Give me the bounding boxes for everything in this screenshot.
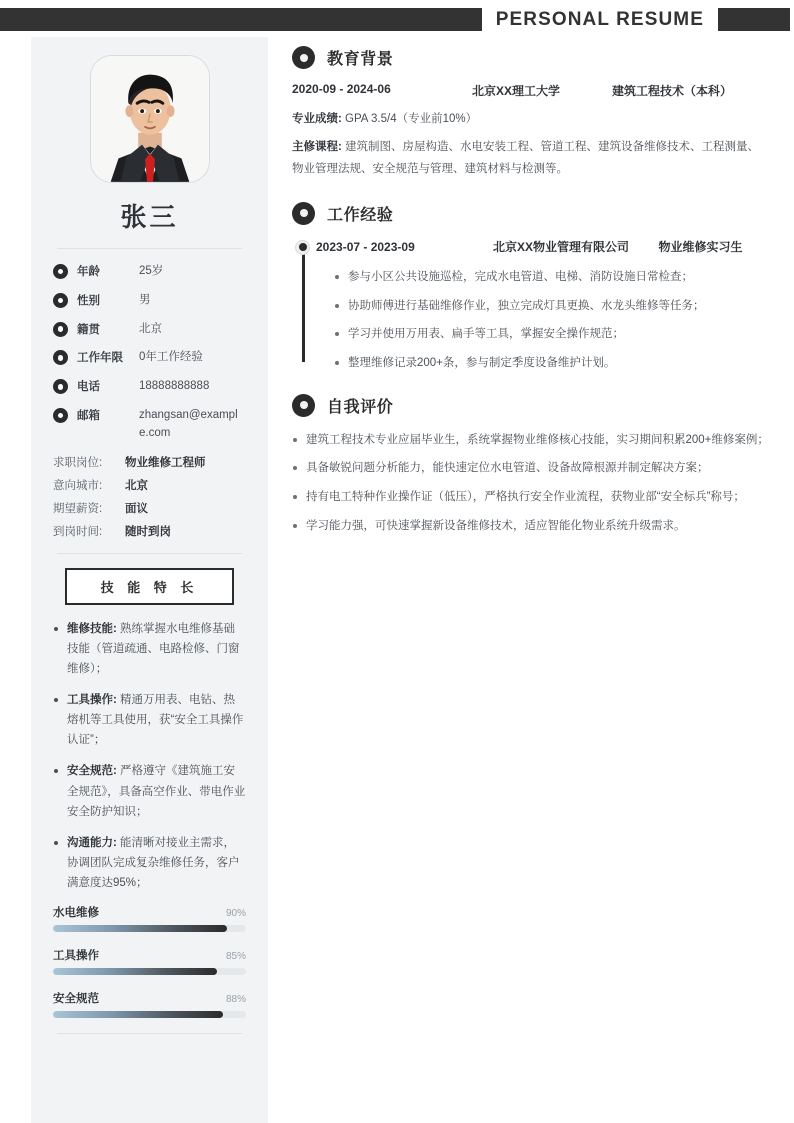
- skill-bar-label: 水电维修: [53, 907, 99, 920]
- education-courses-label: 主修课程:: [292, 141, 342, 154]
- timeline-dot-icon: [295, 240, 310, 255]
- intent-value: 物业维修工程师: [125, 456, 206, 469]
- info-label: 工作年限: [77, 352, 123, 365]
- header-bar-left: [0, 8, 482, 31]
- info-row: [53, 321, 246, 339]
- skill-bar-percent: 90%: [225, 908, 246, 920]
- divider: [57, 248, 242, 249]
- skill-bar-percent: 88%: [225, 994, 246, 1006]
- skill-text: 严格遵守《建筑施工安全规范》，具备高空作业、带电作业安全防护知识；: [67, 765, 246, 818]
- section-title: 教育背景: [327, 51, 394, 68]
- education-major: 建筑工程技术（本科）: [612, 84, 733, 98]
- skill-bar-label: 工具操作: [53, 950, 99, 963]
- intent-value: 面议: [125, 502, 148, 515]
- ring-icon: [53, 322, 68, 337]
- self-eval-bullet-list: [292, 430, 770, 537]
- section-title: 工作经验: [327, 206, 394, 224]
- ring-icon: [292, 394, 315, 417]
- header-bar-right: [718, 8, 790, 31]
- personal-info-list: [53, 263, 246, 443]
- ring-icon: [292, 202, 315, 225]
- progress-fill: [53, 1011, 223, 1018]
- intent-label: 意向城市:: [53, 479, 103, 492]
- divider: [57, 1033, 242, 1034]
- section-self-evaluation: [292, 394, 770, 537]
- avatar: [90, 55, 210, 183]
- list-item: 具备敏锐问题分析能力，能快速定位水电管道、设备故障根源并制定解决方案；: [292, 458, 770, 479]
- list-item: 学习能力强，可快速掌握新设备维修技术，适应智能化物业系统升级需求。: [292, 516, 770, 537]
- info-value: 0年工作经验: [139, 351, 203, 364]
- info-label: 邮箱: [77, 410, 100, 423]
- skill-bar-row: [53, 947, 246, 975]
- skill-key: 沟通能力:: [67, 836, 117, 849]
- info-row: [53, 349, 246, 367]
- section-header: [292, 394, 770, 417]
- section-title: 自我评价: [327, 398, 394, 416]
- email-value: zhangsan@example.com: [139, 409, 238, 439]
- progress-track: [53, 925, 246, 932]
- job-role: 物业维修实习生: [658, 239, 743, 254]
- intent-label: 到岗时间:: [53, 525, 103, 538]
- page-title: PERSONAL RESUME: [495, 9, 704, 30]
- timeline-line: [302, 247, 305, 362]
- intent-label: 期望薪资:: [53, 502, 103, 515]
- skills-section-title: 技 能 特 长: [65, 568, 234, 605]
- education-gpa: [292, 109, 770, 130]
- education-date: 2020-09 - 2024-06: [292, 82, 391, 96]
- progress-track: [53, 968, 246, 975]
- section-work-experience: [292, 202, 770, 374]
- skill-bar-row: [53, 904, 246, 932]
- ring-icon: [53, 408, 68, 423]
- list-item: [53, 761, 246, 821]
- person-name: 张三: [120, 202, 179, 232]
- intent-row: [53, 500, 246, 516]
- work-timeline: [292, 238, 770, 374]
- intent-row: [53, 523, 246, 539]
- skill-bar-list: [53, 904, 246, 1018]
- main-content: [292, 46, 770, 544]
- education-gpa-value: GPA 3.5/4（专业前10%）: [341, 113, 478, 125]
- skill-bar-row: [53, 990, 246, 1018]
- info-value: 男: [139, 293, 151, 306]
- ring-icon: [53, 350, 68, 365]
- skill-key: 维修技能:: [67, 622, 117, 635]
- info-value: 北京: [139, 322, 162, 335]
- education-courses-value: 建筑制图、房屋构造、水电安装工程、管道工程、建筑设备维修技术、工程测量、物业管理法规、安全规范与管理、建筑材料与检测等。: [292, 141, 760, 175]
- job-entry-header: [316, 238, 770, 257]
- education-school: 北京XX理工大学: [472, 84, 561, 98]
- section-header: [292, 46, 770, 69]
- info-value: 25岁: [139, 265, 164, 277]
- education-gpa-label: 专业成绩:: [292, 113, 342, 125]
- job-date: 2023-07 - 2023-09: [316, 239, 415, 254]
- progress-track: [53, 1011, 246, 1018]
- section-education: [292, 46, 770, 180]
- skill-text: 能清晰对接业主需求，协调团队完成复杂维修任务，客户满意度达95%；: [67, 836, 240, 890]
- list-item: [53, 690, 246, 750]
- skill-key: 安全规范:: [67, 765, 117, 778]
- phone-value: 18888888888: [139, 380, 210, 393]
- info-label: 年龄: [77, 266, 100, 278]
- ring-icon: [53, 264, 68, 279]
- divider: [57, 553, 242, 554]
- job-intent-list: [53, 454, 246, 539]
- skill-text: 熟练掌握水电维修基础技能（管道疏通、电路检修、门窗维修）；: [67, 622, 240, 675]
- section-header: [292, 202, 770, 225]
- ring-icon: [53, 293, 68, 308]
- skill-bullet-list: [53, 619, 246, 894]
- progress-fill: [53, 925, 227, 932]
- info-row: [53, 292, 246, 310]
- skill-bar-label: 安全规范: [53, 993, 99, 1006]
- info-row: [53, 407, 246, 443]
- education-entry-header: [292, 82, 770, 99]
- list-item: 建筑工程技术专业应届毕业生，系统掌握物业维修核心技能，实习期间积累200+维修案例；: [292, 430, 770, 451]
- intent-row: [53, 454, 246, 470]
- list-item: 持有电工特种作业操作证（低压），严格执行安全作业流程，获物业部“安全标兵”称号；: [292, 487, 770, 508]
- intent-value: 随时到岗: [125, 525, 171, 538]
- skill-bar-percent: 85%: [225, 951, 246, 963]
- list-item: [53, 619, 246, 679]
- info-label: 性别: [77, 294, 100, 307]
- list-item: 整理维修记录200+条，参与制定季度设备维护计划。: [334, 353, 770, 374]
- list-item: [53, 833, 246, 893]
- intent-value: 北京: [125, 479, 148, 492]
- ring-icon: [292, 46, 315, 69]
- job-bullet-list: [316, 267, 770, 374]
- skill-text: 精通万用表、电钻、热熔机等工具使用，获“安全工具操作认证”；: [67, 694, 244, 747]
- info-label: 籍贯: [77, 323, 100, 336]
- skill-key: 工具操作:: [67, 694, 117, 707]
- ring-icon: [53, 379, 68, 394]
- job-company: 北京XX物业管理有限公司: [492, 239, 629, 254]
- intent-label: 求职岗位:: [53, 456, 103, 469]
- list-item: 参与小区公共设施巡检，完成水电管道、电梯、消防设施日常检查；: [334, 267, 770, 288]
- info-row: [53, 263, 246, 281]
- list-item: 学习并使用万用表、扁手等工具，掌握安全操作规范；: [334, 324, 770, 345]
- page-header: [0, 8, 790, 31]
- progress-fill: [53, 968, 217, 975]
- intent-row: [53, 477, 246, 493]
- info-row: [53, 378, 246, 396]
- portrait-avatar-icon: [91, 56, 209, 182]
- sidebar: [31, 37, 268, 1123]
- list-item: 协助师傅进行基础维修作业，独立完成灯具更换、水龙头维修等任务；: [334, 296, 770, 317]
- education-courses: [292, 137, 770, 180]
- info-label: 电话: [77, 381, 100, 394]
